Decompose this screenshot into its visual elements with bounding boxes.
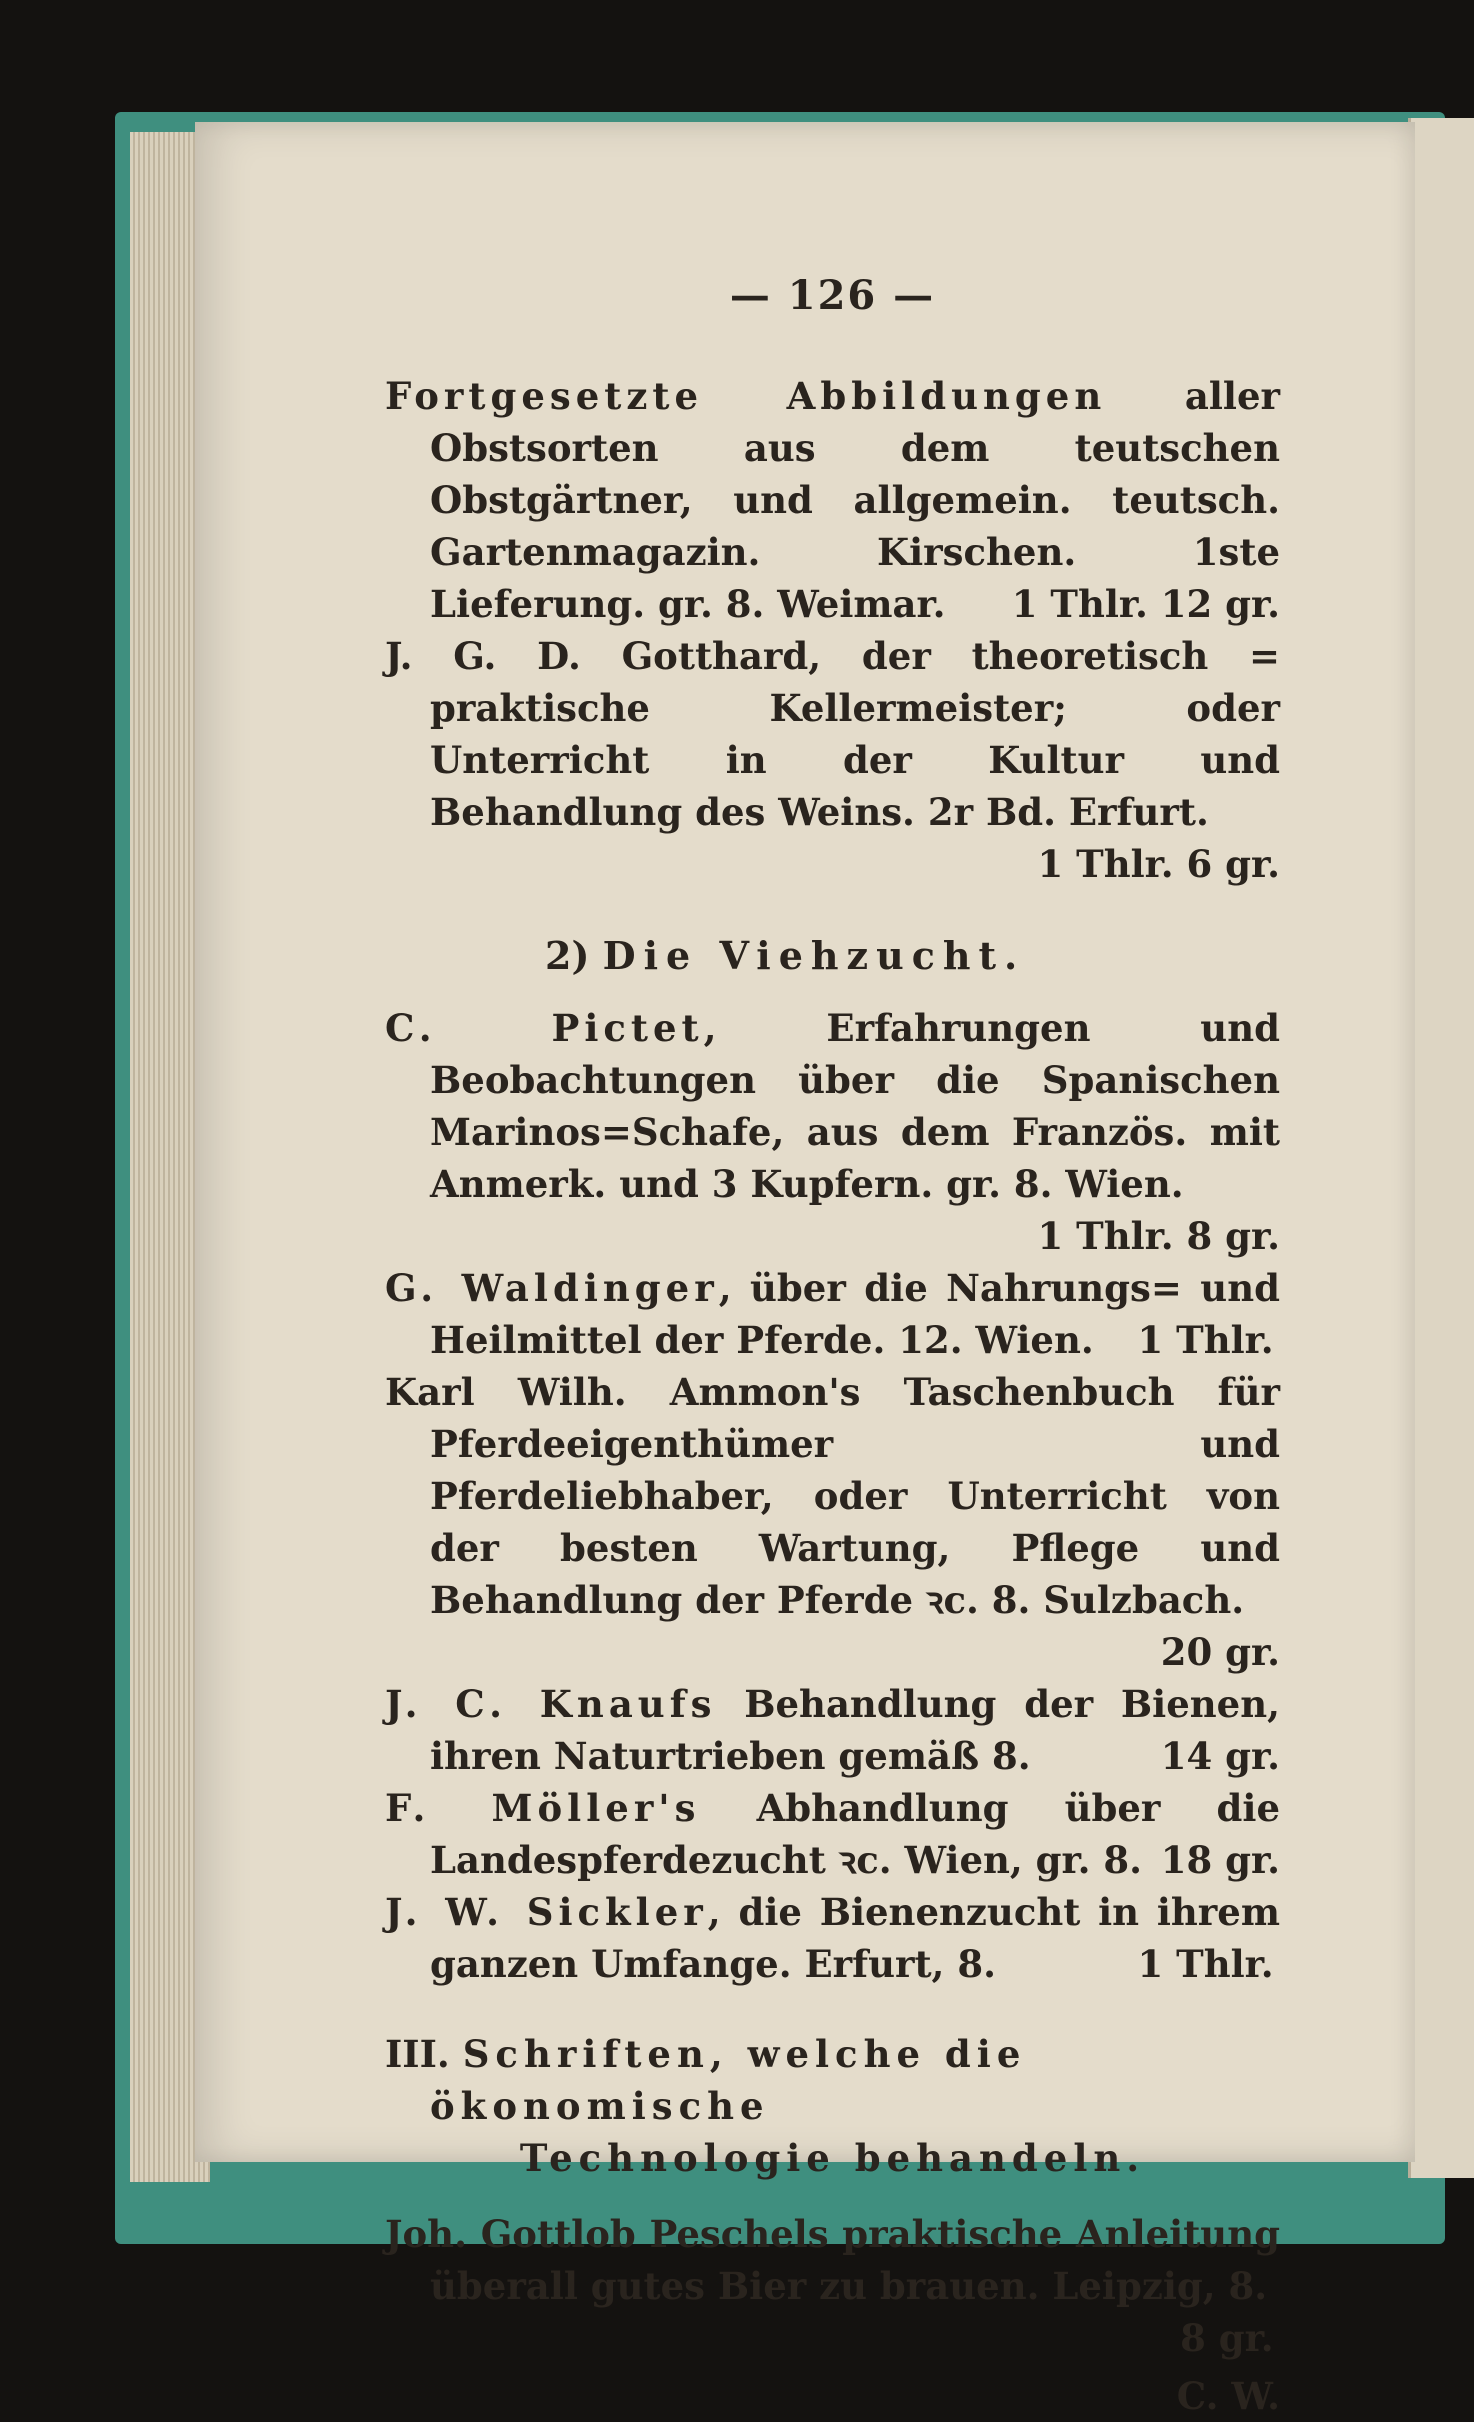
entry-moeller	[385, 1782, 1280, 1886]
section-number: 2)	[545, 933, 590, 978]
entry-price: 20 gr.	[1160, 1630, 1280, 1674]
entry-text: , der theoretisch = praktische Kellermeister; oder Unterricht in der Kultur und Behandlung des Weins. 2r Bd. Erfurt.	[430, 634, 1280, 834]
entry-text: , über die Nahrungs= und Heilmittel der Pferde. 12. Wien.	[430, 1266, 1280, 1362]
entry-author: Karl Wilh. Ammon's	[385, 1370, 861, 1414]
section-number: III.	[385, 2032, 450, 2076]
section-title-line1: Schriften, welche die ökonomische	[430, 2032, 1027, 2128]
entry-author: Fortgesetzte Abbildungen	[385, 374, 1107, 418]
entry-knauf	[385, 1678, 1280, 1782]
section-heading-viehzucht	[545, 930, 1280, 982]
entry-author: J. C. Knaufs	[385, 1682, 717, 1726]
entry-abbildungen	[385, 370, 1280, 630]
entry-price: 1 Thlr.	[1137, 1942, 1274, 1986]
entry-price: 1 Thlr. 12 gr.	[1011, 582, 1280, 626]
entry-text: praktische Anleitung überall gutes Bier zu brauen. Leipzig, 8.	[430, 2212, 1280, 2308]
entry-price: 14 gr.	[1160, 1734, 1280, 1778]
entry-text: Taschenbuch für Pferdeeigenthümer und Pferdeliebhaber, oder Unterricht von der besten Wartung, Pflege und Behandlung der Pferde ꝛc. 8. Sulzbach.	[430, 1370, 1280, 1622]
entry-author: F. Möller's	[385, 1786, 701, 1830]
entry-price: 8 gr.	[1180, 2316, 1274, 2360]
entry-author: Joh. Gottlob Peschels	[385, 2212, 829, 2256]
signature: C. W.	[1176, 2374, 1280, 2418]
page-text	[385, 270, 1280, 2422]
entry-price: 18 gr.	[1160, 1838, 1280, 1882]
page-number: — 126 —	[729, 272, 936, 319]
entry-price: 1 Thlr.	[1137, 1318, 1274, 1362]
entry-text: , Erfahrungen und Beobachtungen über die Spanischen Marinos=Schafe, aus dem Französ. mit Anmerk. und 3 Kupfern. gr. 8. Wien.	[430, 1006, 1280, 1206]
entry-text: Behandlung der Bienen, ihren Naturtrieben gemäß 8.	[430, 1682, 1280, 1778]
next-page-edge	[1408, 118, 1474, 2178]
entry-text: aller Obstsorten aus dem teutschen Obstgärtner, und allgemein. teutsch. Gartenmagazin. Kirschen. 1ste Lieferung. gr. 8. Weimar.	[430, 374, 1280, 626]
entry-peschel	[385, 2208, 1280, 2364]
entry-text: , die Bienenzucht in ihrem ganzen Umfange. Erfurt, 8.	[430, 1890, 1280, 1986]
entry-pictet	[385, 1002, 1280, 1262]
entry-sickler	[385, 1886, 1280, 1990]
section-title-line2: Technologie behandeln.	[519, 2136, 1146, 2180]
entry-gotthard	[385, 630, 1280, 890]
section-title: Die Viehzucht.	[602, 933, 1026, 978]
entry-ammon	[385, 1366, 1280, 1678]
entry-price: 1 Thlr. 6 gr.	[1037, 842, 1280, 886]
entry-text: Abhandlung über die Landespferdezucht ꝛc. Wien, gr. 8.	[430, 1786, 1280, 1882]
entry-author: J. G. D. Gotthard	[385, 634, 809, 678]
entry-waldinger	[385, 1262, 1280, 1366]
entry-price: 1 Thlr. 8 gr.	[1037, 1214, 1280, 1258]
entry-author: J. W. Sickler	[385, 1890, 708, 1934]
entry-author: G. Waldinger	[385, 1266, 719, 1310]
entry-author: C. Pictet	[385, 1006, 704, 1050]
section-heading-technologie	[385, 2028, 1280, 2184]
